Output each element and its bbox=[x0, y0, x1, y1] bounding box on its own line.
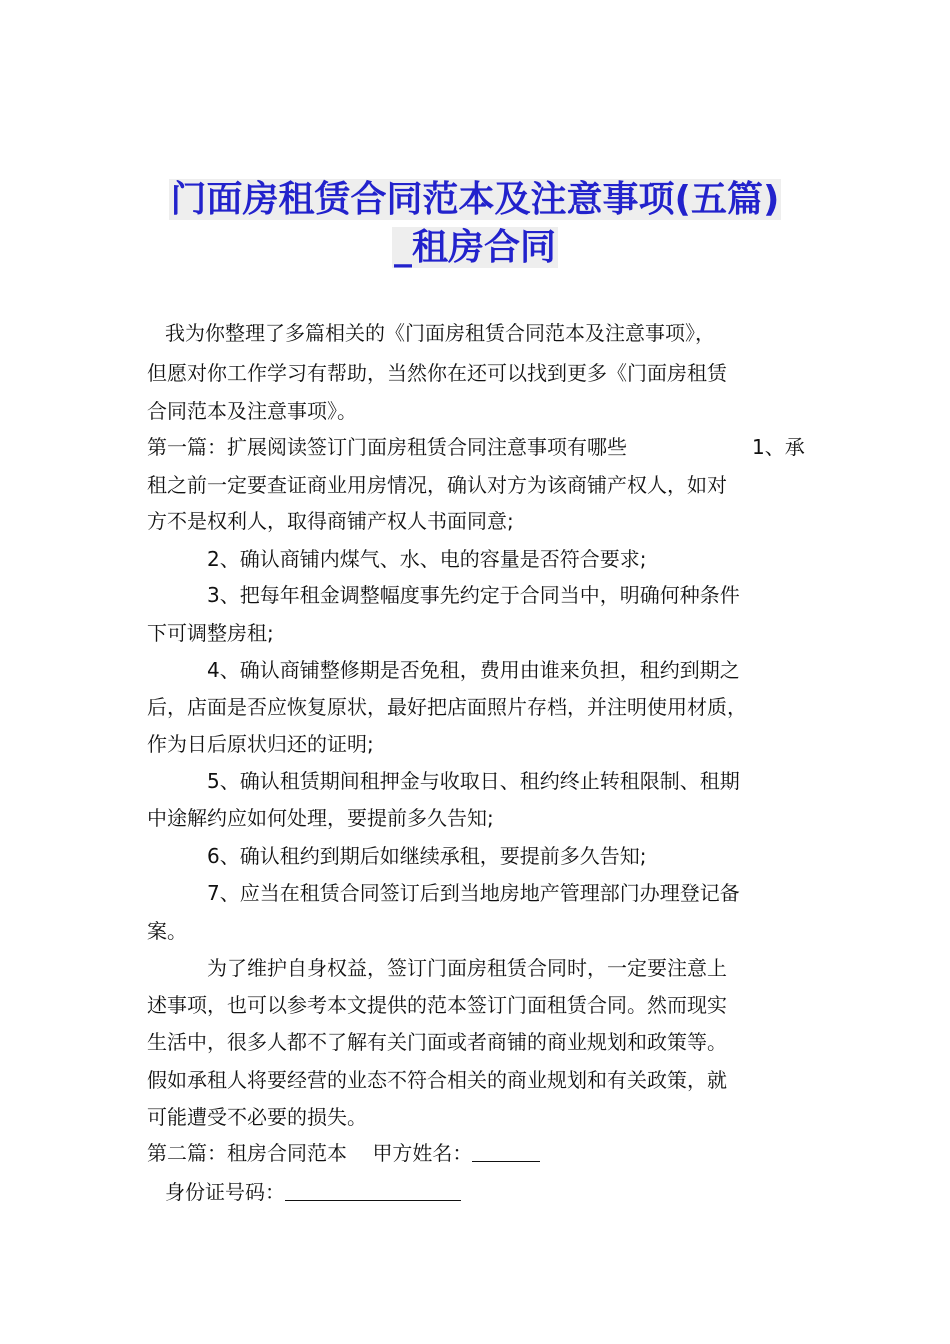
id-number-row bbox=[165, 1179, 461, 1205]
item4-line-1: 4、确认商铺整修期是否免租，费用由谁来负担，租约到期之 bbox=[207, 658, 740, 682]
item3-line-2: 下可调整房租; bbox=[147, 621, 274, 645]
closing-line-4: 假如承租人将要经营的业态不符合相关的商业规划和有关政策，就 bbox=[147, 1068, 727, 1092]
item1-start: 1、承 bbox=[752, 435, 805, 459]
party-a-label: 甲方姓名： bbox=[372, 1141, 473, 1165]
item3-line-1: 3、把每年租金调整幅度事先约定于合同当中，明确何种条件 bbox=[207, 583, 740, 607]
part1-heading: 第一篇：扩展阅读签订门面房租赁合同注意事项有哪些 bbox=[147, 435, 627, 459]
item1-line-2: 租之前一定要查证商业用房情况，确认对方为该商铺产权人，如对 bbox=[147, 473, 727, 497]
item1-line-3: 方不是权利人，取得商铺产权人书面同意; bbox=[147, 509, 514, 533]
item5-line-1: 5、确认租赁期间租押金与收取日、租约终止转租限制、租期 bbox=[207, 769, 740, 793]
part2-heading: 第二篇：租房合同范本 bbox=[147, 1141, 347, 1165]
closing-line-1: 为了维护自身权益，签订门面房租赁合同时，一定要注意上 bbox=[207, 956, 727, 980]
item5-line-2: 中途解约应如何处理，要提前多久告知; bbox=[147, 806, 494, 830]
item4-line-3: 作为日后原状归还的证明; bbox=[147, 732, 374, 756]
closing-line-2: 述事项，也可以参考本文提供的范本签订门面租赁合同。然而现实 bbox=[147, 993, 727, 1017]
part2-heading-row bbox=[147, 1140, 540, 1166]
item7-line-1: 7、应当在租赁合同签订后到当地房地产管理部门办理登记备 bbox=[207, 881, 740, 905]
item7-line-2: 案。 bbox=[147, 919, 187, 943]
item4-line-2: 后，店面是否应恢复原状，最好把店面照片存档，并注明使用材质， bbox=[147, 695, 747, 719]
id-number-label: 身份证号码： bbox=[165, 1180, 285, 1204]
document-title-line-2: _租房合同 bbox=[393, 227, 556, 268]
party-a-blank bbox=[472, 1141, 540, 1162]
document-title-line-1: 门面房租赁合同范本及注意事项(五篇) bbox=[170, 179, 780, 220]
intro-line-3: 合同范本及注意事项》。 bbox=[147, 399, 357, 423]
item2-line: 2、确认商铺内煤气、水、电的容量是否符合要求; bbox=[207, 547, 647, 571]
closing-line-5: 可能遭受不必要的损失。 bbox=[147, 1105, 367, 1129]
intro-line-2: 但愿对你工作学习有帮助，当然你在还可以找到更多《门面房租赁 bbox=[147, 361, 727, 385]
id-number-blank bbox=[285, 1180, 461, 1201]
closing-line-3: 生活中，很多人都不了解有关门面或者商铺的商业规划和政策等。 bbox=[147, 1030, 727, 1054]
intro-line-1: 我为你整理了多篇相关的《门面房租赁合同范本及注意事项》， bbox=[165, 321, 715, 345]
item6-line: 6、确认租约到期后如继续承租，要提前多久告知; bbox=[207, 844, 647, 868]
